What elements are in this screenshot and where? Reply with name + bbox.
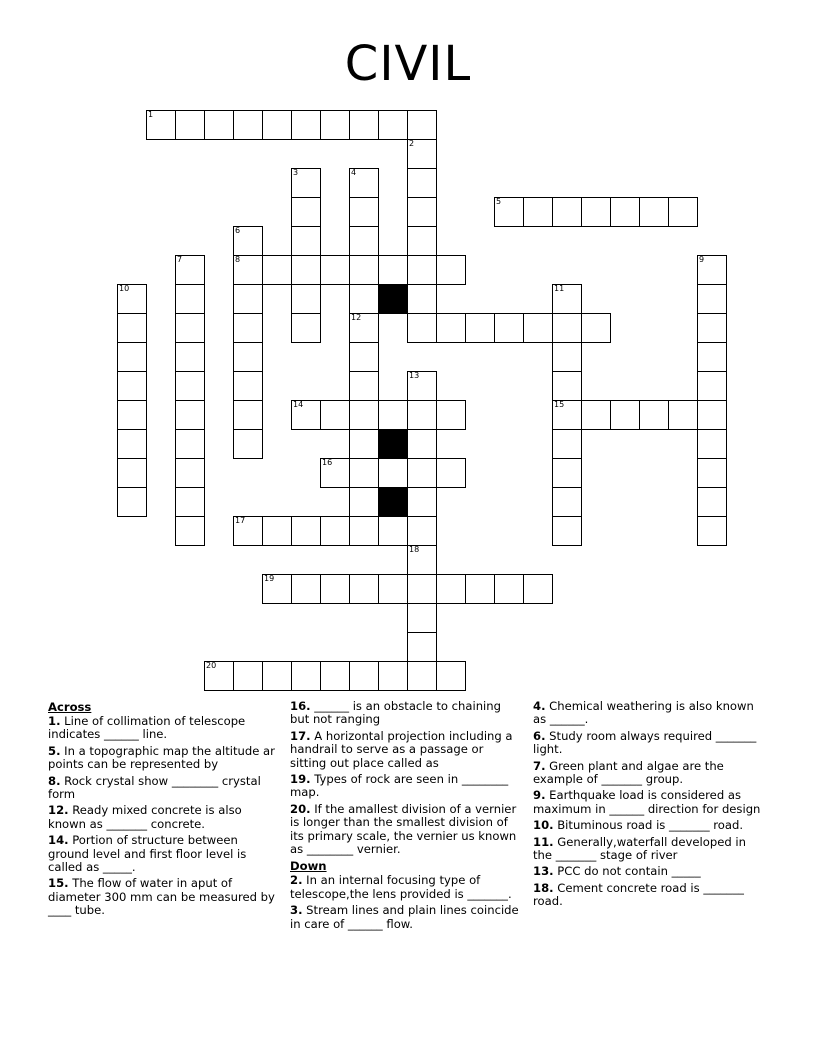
grid-cell[interactable] [552, 458, 582, 488]
grid-cell[interactable] [697, 255, 727, 285]
grid-cell[interactable] [262, 661, 292, 691]
grid-cell[interactable] [291, 661, 321, 691]
grid-cell[interactable] [262, 110, 292, 140]
clue-item [533, 882, 765, 909]
grid-cell[interactable] [697, 400, 727, 430]
clue-num: 13. [533, 864, 554, 879]
clue-text: A horizontal projection including a handrail to serve as a passage or sitting out place called as [290, 728, 513, 770]
clue-num: 17. [290, 728, 311, 743]
grid-cell[interactable] [320, 110, 350, 140]
grid-cell[interactable] [349, 574, 379, 604]
across-clue-list-cont [290, 700, 522, 856]
grid-cell[interactable] [697, 284, 727, 314]
clue-number: 7 [177, 255, 183, 264]
clue-number: 12 [351, 313, 362, 322]
grid-cell[interactable] [407, 603, 437, 633]
clue-text: Ready mixed concrete is also known as _______ concrete. [48, 803, 242, 831]
grid-cell[interactable] [697, 313, 727, 343]
grid-cell[interactable] [697, 371, 727, 401]
grid-cell[interactable] [233, 110, 263, 140]
clue-num: 12. [48, 803, 69, 818]
grid-cell[interactable] [320, 574, 350, 604]
clue-number: 2 [409, 139, 415, 148]
grid-cell[interactable] [349, 226, 379, 256]
grid-cell[interactable] [204, 661, 234, 691]
grid-cell[interactable] [465, 574, 495, 604]
grid-cell[interactable] [407, 226, 437, 256]
black-cell [378, 487, 408, 517]
grid-cell[interactable] [262, 516, 292, 546]
puzzle-title: CIVIL [344, 36, 472, 92]
grid-cell[interactable] [175, 313, 205, 343]
grid-cell[interactable] [291, 400, 321, 430]
clue-text: Portion of structure between ground level and first floor level is called as _____. [48, 833, 247, 875]
grid-cell[interactable] [349, 516, 379, 546]
clue-number: 6 [235, 226, 241, 235]
grid-cell[interactable] [436, 400, 466, 430]
clue-number: 5 [496, 197, 502, 206]
grid-cell[interactable] [697, 516, 727, 546]
clue-num: 1. [48, 714, 61, 728]
grid-cell[interactable] [552, 284, 582, 314]
across-heading: Across [48, 700, 92, 714]
grid-cell[interactable] [349, 110, 379, 140]
clue-text: In an internal focusing type of telescope,the lens provided is _______. [290, 873, 512, 901]
grid-cell[interactable] [233, 255, 263, 285]
grid-cell[interactable] [407, 255, 437, 285]
grid-cell[interactable] [552, 197, 582, 227]
grid-cell[interactable] [407, 516, 437, 546]
grid-cell[interactable] [117, 429, 147, 459]
across-clue-list [48, 715, 280, 918]
grid-cell[interactable] [291, 226, 321, 256]
grid-cell[interactable] [291, 255, 321, 285]
clue-item [533, 730, 765, 757]
clue-text: Bituminous road is _______ road. [553, 818, 744, 833]
grid-cell[interactable] [378, 110, 408, 140]
grid-cell[interactable] [697, 458, 727, 488]
clue-text: If the amallest division of a vernier is longer than the smallest division of its primary scale, the vernier us known as ________ vernier. [290, 801, 517, 857]
grid-cell[interactable] [494, 313, 524, 343]
grid-cell[interactable] [117, 371, 147, 401]
grid-cell[interactable] [204, 110, 234, 140]
grid-cell[interactable] [175, 342, 205, 372]
clue-num: 14. [48, 833, 69, 848]
grid-cell[interactable] [320, 400, 350, 430]
grid-cell[interactable] [436, 255, 466, 285]
grid-cell[interactable] [407, 632, 437, 662]
grid-cell[interactable] [262, 255, 292, 285]
clue-number: 20 [206, 661, 217, 670]
grid-cell[interactable] [697, 429, 727, 459]
clue-item [290, 773, 522, 800]
clue-number: 19 [264, 574, 275, 583]
grid-cell[interactable] [233, 516, 263, 546]
grid-cell[interactable] [436, 574, 466, 604]
clue-number: 17 [235, 516, 246, 525]
clue-num: 4. [533, 699, 546, 713]
clue-item [533, 865, 765, 878]
grid-cell[interactable] [610, 400, 640, 430]
grid-cell[interactable] [697, 487, 727, 517]
grid-cell[interactable] [639, 197, 669, 227]
grid-cell[interactable] [407, 371, 437, 401]
grid-cell[interactable] [494, 197, 524, 227]
clue-number: 3 [293, 168, 299, 177]
clue-item [48, 804, 280, 831]
grid-cell[interactable] [175, 371, 205, 401]
clue-text: Line of collimation of telescope indicates ______ line. [48, 714, 246, 742]
grid-cell[interactable] [407, 400, 437, 430]
grid-cell[interactable] [349, 313, 379, 343]
grid-cell[interactable] [175, 516, 205, 546]
grid-cell[interactable] [523, 574, 553, 604]
clue-number: 1 [148, 110, 154, 119]
grid-cell[interactable] [639, 400, 669, 430]
grid-cell[interactable] [175, 255, 205, 285]
grid-cell[interactable] [349, 255, 379, 285]
grid-cell[interactable] [175, 110, 205, 140]
clue-number: 11 [554, 284, 565, 293]
clue-text: Earthquake load is considered as maximum in ______ direction for design [533, 788, 761, 816]
grid-cell[interactable] [523, 197, 553, 227]
black-cell [378, 429, 408, 459]
clue-num: 18. [533, 880, 554, 895]
grid-cell[interactable] [378, 661, 408, 691]
clue-text: In a topographic map the altitude ar points can be represented by [48, 743, 275, 772]
grid-cell[interactable] [320, 255, 350, 285]
grid-cell[interactable] [117, 400, 147, 430]
clue-num: 19. [290, 772, 311, 787]
grid-cell[interactable] [349, 168, 379, 198]
clue-item [290, 803, 522, 857]
clue-item [533, 700, 765, 727]
grid-cell[interactable] [233, 226, 263, 256]
grid-cell[interactable] [117, 284, 147, 314]
grid-cell[interactable] [146, 110, 176, 140]
clue-item [48, 715, 280, 742]
grid-cell[interactable] [407, 110, 437, 140]
grid-cell[interactable] [117, 458, 147, 488]
grid-cell[interactable] [175, 429, 205, 459]
grid-cell[interactable] [233, 313, 263, 343]
clue-number: 8 [235, 255, 241, 264]
clue-number: 16 [322, 458, 333, 467]
clue-item [290, 904, 522, 931]
clue-num: 5. [48, 743, 61, 758]
grid-cell[interactable] [494, 574, 524, 604]
clues-column-1 [48, 700, 280, 921]
clue-item [48, 745, 280, 772]
grid-cell[interactable] [291, 168, 321, 198]
grid-cell[interactable] [117, 487, 147, 517]
grid-cell[interactable] [610, 197, 640, 227]
grid-cell[interactable] [552, 313, 582, 343]
clue-item [48, 877, 280, 917]
grid-cell[interactable] [552, 487, 582, 517]
grid-cell[interactable] [436, 661, 466, 691]
clue-number: 10 [119, 284, 130, 293]
clue-number: 9 [699, 255, 705, 264]
clue-number: 15 [554, 400, 565, 409]
clue-num: 15. [48, 876, 69, 891]
grid-cell[interactable] [349, 487, 379, 517]
clues-section [0, 700, 816, 1000]
grid-cell[interactable] [291, 197, 321, 227]
grid-cell[interactable] [233, 371, 263, 401]
grid-cell[interactable] [523, 313, 553, 343]
grid-cell[interactable] [175, 487, 205, 517]
grid-cell[interactable] [552, 371, 582, 401]
grid-cell[interactable] [407, 197, 437, 227]
grid-cell[interactable] [320, 661, 350, 691]
clue-num: 7. [533, 758, 546, 773]
grid-cell[interactable] [117, 342, 147, 372]
down-clue-list-cont [533, 700, 765, 909]
grid-cell[interactable] [581, 313, 611, 343]
grid-cell[interactable] [233, 342, 263, 372]
down-clue-list [290, 874, 522, 931]
clue-num: 2. [290, 873, 303, 888]
grid-cell[interactable] [349, 197, 379, 227]
grid-cell[interactable] [668, 400, 698, 430]
grid-cell[interactable] [349, 400, 379, 430]
clue-text: Study room always required _______ light. [533, 728, 757, 757]
clue-number: 4 [351, 168, 357, 177]
grid-cell[interactable] [291, 313, 321, 343]
grid-cell[interactable] [407, 139, 437, 169]
clue-number: 14 [293, 400, 304, 409]
clue-item [533, 760, 765, 787]
grid-cell[interactable] [117, 313, 147, 343]
grid-cell[interactable] [378, 255, 408, 285]
grid-cell[interactable] [407, 574, 437, 604]
grid-cell[interactable] [378, 400, 408, 430]
clue-num: 20. [290, 801, 311, 816]
grid-cell[interactable] [349, 429, 379, 459]
grid-cell[interactable] [291, 574, 321, 604]
clue-text: Stream lines and plain lines coincide in care of ______ flow. [290, 903, 519, 931]
clues-column-3 [533, 700, 765, 912]
clue-item [533, 836, 765, 863]
clue-item [48, 834, 280, 874]
grid-cell[interactable] [407, 545, 437, 575]
clue-item [290, 700, 522, 727]
grid-cell[interactable] [552, 429, 582, 459]
grid-cell[interactable] [668, 197, 698, 227]
grid-cell[interactable] [349, 342, 379, 372]
clue-text: Generally,waterfall developed in the _______ stage of river [533, 834, 746, 863]
grid-cell[interactable] [407, 284, 437, 314]
clue-item [533, 789, 765, 816]
grid-cell[interactable] [552, 400, 582, 430]
clue-item [290, 730, 522, 770]
clue-num: 8. [48, 773, 61, 788]
grid-cell[interactable] [407, 313, 437, 343]
clue-item [48, 775, 280, 802]
clue-text: Types of rock are seen in ________ map. [290, 772, 509, 800]
grid-cell[interactable] [436, 313, 466, 343]
grid-cell[interactable] [407, 661, 437, 691]
clue-text: PCC do not contain _____ [553, 864, 701, 879]
grid-cell[interactable] [552, 342, 582, 372]
clue-num: 6. [533, 728, 546, 743]
grid-cell[interactable] [581, 197, 611, 227]
clue-number: 18 [409, 545, 420, 554]
grid-cell[interactable] [407, 458, 437, 488]
grid-cell[interactable] [407, 168, 437, 198]
clue-number: 13 [409, 371, 420, 380]
grid-cell[interactable] [349, 458, 379, 488]
grid-cell[interactable] [175, 284, 205, 314]
clue-text: Rock crystal show ________ crystal form [48, 773, 261, 802]
clue-num: 10. [533, 818, 554, 833]
grid-cell[interactable] [291, 284, 321, 314]
grid-cell[interactable] [175, 458, 205, 488]
down-heading: Down [290, 859, 327, 874]
grid-cell[interactable] [378, 574, 408, 604]
grid-cell[interactable] [291, 110, 321, 140]
clue-text: Green plant and algae are the example of _______ group. [533, 758, 724, 787]
grid-cell[interactable] [175, 400, 205, 430]
grid-cell[interactable] [349, 371, 379, 401]
clue-num: 3. [290, 903, 303, 918]
clue-text: Cement concrete road is _______ road. [533, 880, 744, 909]
grid-cell[interactable] [436, 458, 466, 488]
grid-cell[interactable] [349, 284, 379, 314]
clue-num: 16. [290, 699, 311, 713]
black-cell [378, 284, 408, 314]
clue-item [290, 874, 522, 901]
clue-item [533, 819, 765, 832]
clue-text: The flow of water in aput of diameter 300 mm can be measured by ____ tube. [48, 876, 275, 918]
clue-text: Chemical weathering is also known as ______. [533, 699, 754, 727]
grid-cell[interactable] [291, 516, 321, 546]
clues-column-2 [290, 700, 522, 934]
grid-cell[interactable] [320, 516, 350, 546]
clue-num: 11. [533, 834, 554, 849]
grid-cell[interactable] [378, 516, 408, 546]
grid-cell[interactable] [465, 313, 495, 343]
grid-cell[interactable] [552, 516, 582, 546]
grid-cell[interactable] [697, 342, 727, 372]
grid-cell[interactable] [320, 458, 350, 488]
grid-cell[interactable] [233, 400, 263, 430]
grid-cell[interactable] [233, 661, 263, 691]
grid-cell[interactable] [407, 487, 437, 517]
clue-text: ______ is an obstacle to chaining but not ranging [290, 699, 501, 727]
grid-cell[interactable] [407, 429, 437, 459]
grid-cell[interactable] [581, 400, 611, 430]
grid-cell[interactable] [233, 429, 263, 459]
grid-cell[interactable] [262, 574, 292, 604]
grid-cell[interactable] [233, 284, 263, 314]
clue-num: 9. [533, 788, 546, 803]
grid-cell[interactable] [349, 661, 379, 691]
